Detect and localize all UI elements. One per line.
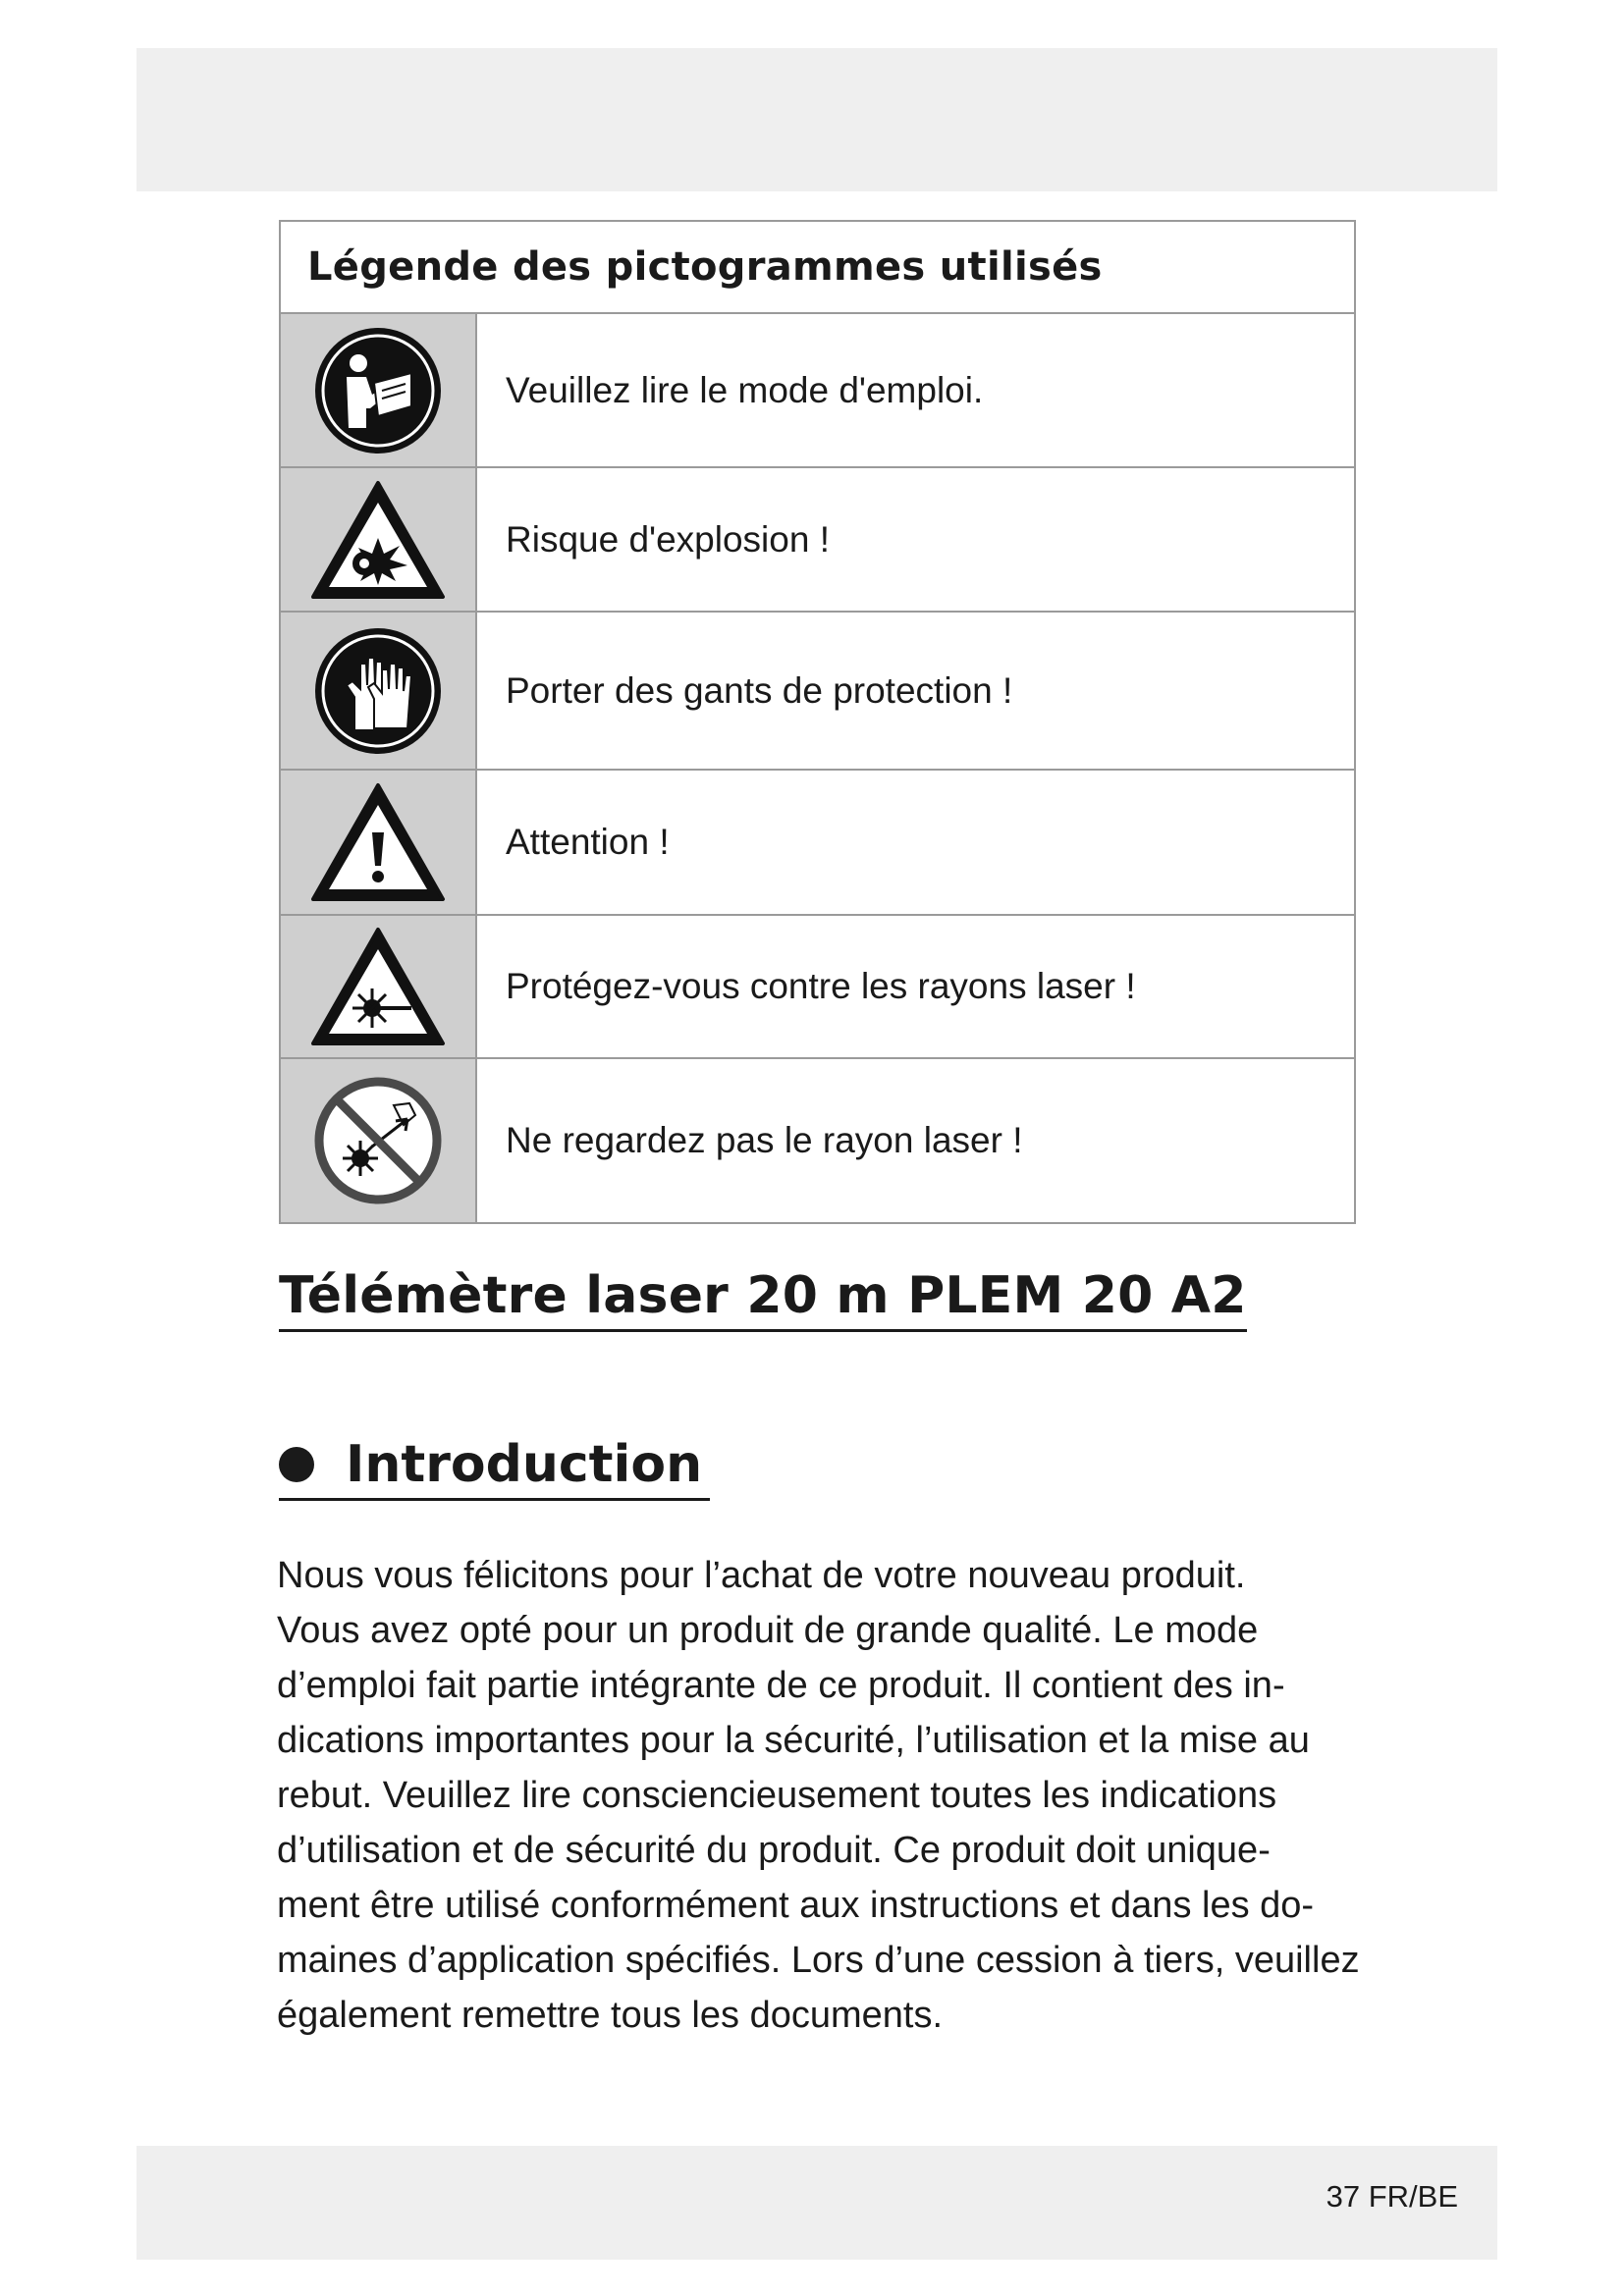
legend-row — [281, 916, 1354, 1059]
legend-row-text: Porter des gants de protection ! — [506, 669, 1013, 711]
intro-line: Vous avez opté pour un produit de grande qualité. Le mode — [277, 1610, 1259, 1651]
intro-line: d’utilisation et de sécurité du produit. Ce produit doit unique- — [277, 1830, 1271, 1871]
legend-title: Légende des pictogrammes utilisés — [281, 222, 1354, 314]
legend-row — [281, 613, 1354, 771]
laser-warning-icon — [281, 916, 477, 1057]
page-footer-band — [136, 2146, 1497, 2260]
intro-line: dications importantes pour la sécurité, l’utilisation et la mise au — [277, 1720, 1310, 1761]
section-heading — [279, 1435, 710, 1501]
legend-row-text: Ne regardez pas le rayon laser ! — [506, 1120, 1023, 1160]
intro-paragraph — [277, 1548, 1367, 2043]
intro-line: rebut. Veuillez lire consciencieusement toutes les indications — [277, 1775, 1277, 1816]
page-header-band — [136, 48, 1497, 191]
explosion-warning-icon — [281, 468, 477, 611]
read-manual-icon — [281, 314, 477, 466]
intro-line: Nous vous félicitons pour l’achat de votre nouveau produit. — [277, 1555, 1246, 1596]
intro-line: ment être utilisé conformément aux instructions et dans les do- — [277, 1885, 1315, 1926]
legend-row — [281, 1059, 1354, 1222]
legend-row — [281, 771, 1354, 916]
legend-row-text: Attention ! — [506, 822, 670, 862]
general-warning-icon — [281, 771, 477, 914]
bullet-icon — [279, 1447, 314, 1482]
intro-line: d’emploi fait partie intégrante de ce produit. Il contient des in- — [277, 1665, 1285, 1706]
legend-row-text: Veuillez lire le mode d'emploi. — [506, 369, 984, 410]
legend-row-text: Risque d'explosion ! — [506, 518, 830, 560]
legend-row-text: Protégez-vous contre les rayons laser ! — [506, 966, 1136, 1006]
section-heading-text: Introduction — [346, 1435, 703, 1494]
product-title: Télémètre laser 20 m PLEM 20 A2 — [279, 1266, 1247, 1332]
page-number: 37 FR/BE — [1326, 2179, 1458, 2214]
no-stare-laser-icon — [281, 1059, 477, 1222]
pictogram-legend-table — [279, 220, 1356, 1224]
intro-line: maines d’application spécifiés. Lors d’une cession à tiers, veuillez — [277, 1940, 1360, 1981]
legend-row — [281, 314, 1354, 468]
legend-row — [281, 468, 1354, 613]
intro-line: également remettre tous les documents. — [277, 1995, 944, 2036]
protective-gloves-icon — [281, 613, 477, 769]
